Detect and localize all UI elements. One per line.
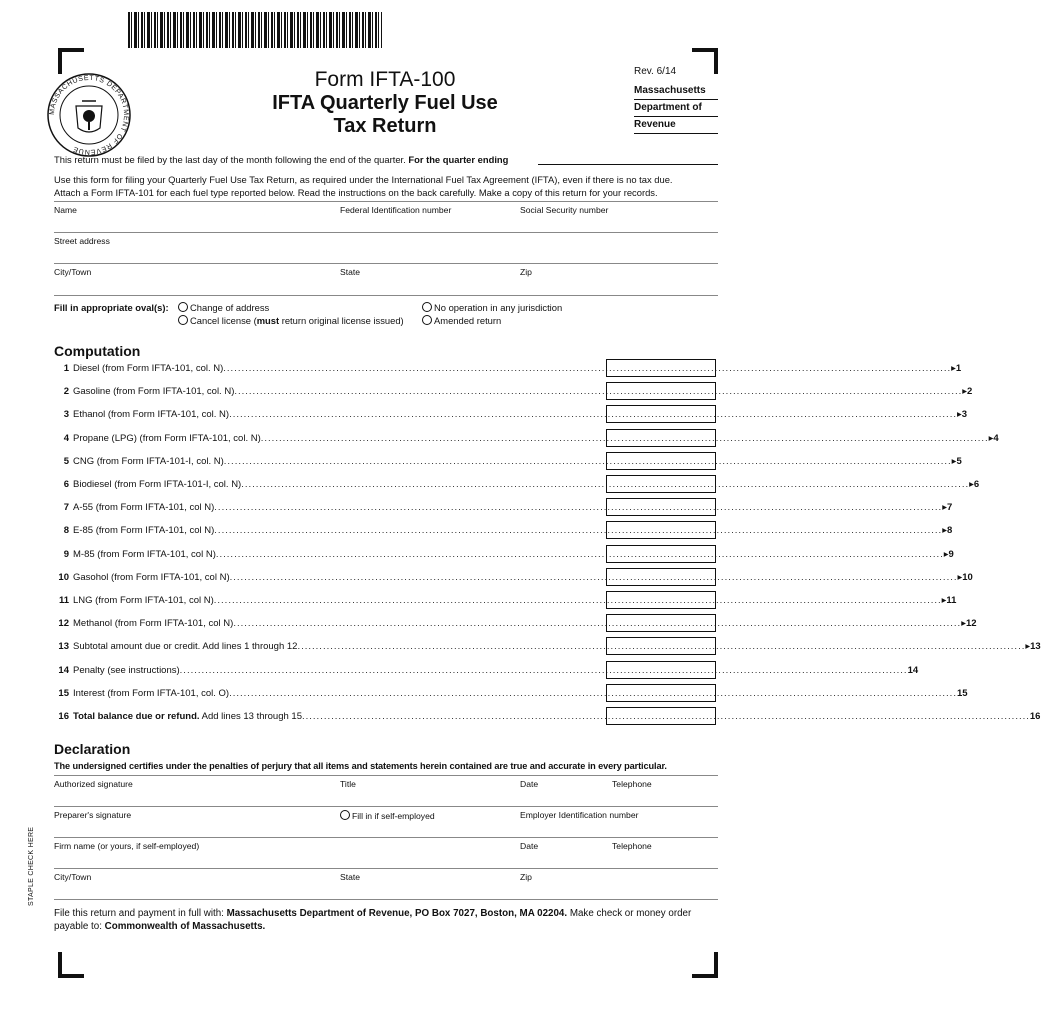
- crop-mark-top-left: [58, 48, 84, 74]
- title-label: Title: [340, 779, 356, 789]
- line-number: 3: [63, 408, 69, 420]
- line-marker: 15: [956, 687, 968, 699]
- barcode: [128, 12, 382, 48]
- leader-dots: ........................................................................................................................................................................................................: [297, 640, 1026, 652]
- amount-field-line-13[interactable]: [606, 637, 716, 655]
- line-label-text: Propane (LPG) (from Form IFTA-101, col. N): [73, 432, 261, 444]
- amount-field-line-16[interactable]: [606, 707, 716, 725]
- quarter-ending-field[interactable]: [538, 164, 718, 165]
- divider: [54, 868, 718, 869]
- computation-line-10: [54, 570, 973, 584]
- divider: [54, 806, 718, 807]
- crop-mark-bottom-right: [692, 952, 718, 978]
- preparer-city-label: City/Town: [54, 872, 92, 882]
- declaration-statement: The undersigned certifies under the penalties of perjury that all items and statements herein contained are true and accurate in every particular.: [54, 761, 667, 771]
- staple-note: STAPLE CHECK HERE: [28, 826, 35, 906]
- form-title-line1: IFTA Quarterly Fuel Use: [272, 92, 498, 114]
- computation-line-9: [54, 547, 954, 561]
- cancel-license-option[interactable]: [178, 315, 404, 327]
- amount-field-line-2[interactable]: [606, 382, 716, 400]
- no-operation-option[interactable]: [422, 302, 562, 314]
- leader-dots: ........................................................................................................................................................................................................: [214, 501, 943, 513]
- crop-mark-bottom-left: [58, 952, 84, 978]
- computation-line-8: [54, 523, 953, 537]
- file-address: Massachusetts Department of Revenue, PO Box 7027, Boston, MA 02204.: [226, 908, 568, 919]
- computation-line-11: [54, 593, 957, 607]
- computation-line-6: [54, 477, 980, 491]
- zip-label: Zip: [520, 267, 532, 277]
- amount-field-line-5[interactable]: [606, 452, 716, 470]
- line-marker: ▸7: [942, 501, 953, 513]
- authorized-signature-label: Authorized signature: [54, 779, 133, 789]
- amount-field-line-12[interactable]: [606, 614, 716, 632]
- self-employed-option[interactable]: [340, 810, 435, 821]
- amended-return-option[interactable]: [422, 315, 501, 327]
- firm-name-label: Firm name (or yours, if self-employed): [54, 841, 200, 851]
- state-seal-icon: [46, 72, 132, 158]
- file-instructions-line1: [54, 908, 718, 919]
- line-label-text: Gasohol (from Form IFTA-101, col N): [73, 571, 230, 583]
- line-label: [73, 363, 223, 374]
- change-address-option[interactable]: [178, 302, 269, 314]
- computation-line-12: [54, 616, 977, 630]
- line-label-text: E-85 (from Form IFTA-101, col N): [73, 524, 215, 536]
- amount-field-line-6[interactable]: [606, 475, 716, 493]
- self-employed-label: Fill in if self-employed: [352, 811, 435, 821]
- computation-line-5: [54, 454, 962, 468]
- line-label: [73, 595, 214, 606]
- line-label: [73, 572, 230, 583]
- line-marker: ▸10: [957, 571, 973, 583]
- file-instructions-line2: [54, 921, 265, 932]
- line-label: [73, 711, 302, 722]
- line-label-text: Biodiesel (from Form IFTA-101-I, col. N): [73, 478, 242, 490]
- form-title-line2: Tax Return: [333, 115, 437, 137]
- line-label-text: Subtotal amount due or credit. Add lines 1 through 12: [73, 640, 298, 652]
- name-field[interactable]: [54, 216, 718, 231]
- divider: [54, 899, 718, 900]
- name-label: Name: [54, 205, 77, 215]
- preparer-city-field[interactable]: [54, 883, 718, 898]
- preparer-signature-label: Preparer's signature: [54, 810, 132, 820]
- payable-pre: payable to:: [54, 921, 105, 932]
- quarter-label: For the quarter ending: [408, 154, 509, 165]
- computation-line-16: [54, 709, 1041, 723]
- leader-dots: ........................................................................................................................................................................................................: [229, 687, 957, 699]
- file-pre: File this return and payment in full with:: [54, 908, 227, 919]
- line-marker: ▸9: [943, 548, 954, 560]
- leader-dots: ........................................................................................................................................................................................................: [214, 524, 943, 536]
- amount-field-line-9[interactable]: [606, 545, 716, 563]
- line-number: 8: [63, 524, 69, 536]
- ssn-label: Social Security number: [520, 205, 609, 215]
- preparer-signature-field[interactable]: [54, 821, 718, 836]
- authorized-signature-field[interactable]: [54, 790, 718, 805]
- amount-field-line-3[interactable]: [606, 405, 716, 423]
- line-label-text: Penalty (see instructions): [73, 664, 180, 676]
- line-label-text: M-85 (from Form IFTA-101, col N): [73, 548, 216, 560]
- line-number: 9: [63, 548, 69, 560]
- preparer-date-label: Date: [520, 841, 539, 851]
- leader-dots: ........................................................................................................................................................................................................: [229, 408, 957, 420]
- change-address-label: Change of address: [190, 302, 270, 313]
- leader-dots: ........................................................................................................................................................................................................: [241, 478, 970, 490]
- agency-line3: Revenue: [634, 119, 718, 134]
- fein-label: Federal Identification number: [340, 205, 452, 215]
- telephone-label: Telephone: [612, 779, 652, 789]
- line-marker: ▸3: [956, 408, 968, 420]
- city-state-zip-field[interactable]: [54, 278, 718, 293]
- line-marker: ▸5: [951, 455, 962, 467]
- line-marker: ▸1: [951, 362, 962, 374]
- line-number: 10: [58, 571, 69, 583]
- oval-radio-icon[interactable]: [178, 315, 188, 325]
- line-label: [73, 665, 180, 676]
- leader-dots: ........................................................................................................................................................................................................: [233, 617, 962, 629]
- preparer-zip-label: Zip: [520, 872, 532, 882]
- line-label: [73, 479, 241, 490]
- amount-field-line-11[interactable]: [606, 591, 716, 609]
- oval-prompt: Fill in appropriate oval(s):: [54, 302, 169, 313]
- agency-line2: Department of: [634, 102, 718, 117]
- line-label: [73, 688, 229, 699]
- line-marker: ▸6: [969, 478, 980, 490]
- line-marker: 16: [1029, 710, 1041, 722]
- line-label: [73, 525, 214, 536]
- line-label-text: LNG (from Form IFTA-101, col N): [73, 594, 214, 606]
- cancel-license-must: must: [256, 315, 280, 326]
- divider: [54, 295, 718, 296]
- leader-dots: ........................................................................................................................................................................................................: [223, 455, 952, 467]
- oval-radio-icon[interactable]: [422, 302, 432, 312]
- line-number: 16: [58, 710, 69, 722]
- revision-date: Rev. 6/14: [634, 66, 677, 77]
- line-number: 14: [58, 664, 69, 676]
- line-label-text: Diesel (from Form IFTA-101, col. N): [73, 362, 224, 374]
- line-number: 15: [58, 687, 69, 699]
- amount-field-line-14[interactable]: [606, 661, 716, 679]
- line-label-text: Interest (from Form IFTA-101, col. O): [73, 687, 230, 699]
- line-label: [73, 433, 261, 444]
- leader-dots: ........................................................................................................................................................................................................: [260, 432, 989, 444]
- line-number: 4: [63, 432, 69, 444]
- seal-text: MASSACHUSETTS DEPARTMENT OF REVENUE: [48, 74, 130, 156]
- oval-radio-icon[interactable]: [178, 302, 188, 312]
- line-number: 7: [63, 501, 69, 513]
- preparer-state-label: State: [340, 872, 361, 882]
- instructions-line1: Use this form for filing your Quarterly Fuel Use Tax Return, as required under the International Fuel Tax Agreement (IFTA), even if there is no tax due.: [54, 174, 673, 185]
- amount-field-line-8[interactable]: [606, 521, 716, 539]
- computation-line-13: [54, 639, 1041, 653]
- amount-field-line-15[interactable]: [606, 684, 716, 702]
- street-label: Street address: [54, 236, 110, 246]
- line-marker: ▸11: [941, 594, 957, 606]
- computation-line-2: [54, 384, 973, 398]
- amount-field-line-7[interactable]: [606, 498, 716, 516]
- line-label-text: A-55 (from Form IFTA-101, col N): [73, 501, 215, 513]
- divider: [54, 837, 718, 838]
- instructions-line2: Attach a Form IFTA-101 for each fuel type reported below. Read the instructions on the back carefully. Make a copy of this return for your records.: [54, 187, 658, 198]
- divider: [54, 201, 718, 202]
- state-label: State: [340, 267, 361, 277]
- leader-dots: ........................................................................................................................................................................................................: [302, 710, 1030, 722]
- amount-field-line-4[interactable]: [606, 429, 716, 447]
- filing-deadline-text: This return must be filed by the last day of the month following the end of the quarter.: [54, 154, 406, 165]
- line-marker: ▸13: [1025, 640, 1041, 652]
- line-marker: ▸8: [942, 524, 953, 536]
- preparer-telephone-label: Telephone: [612, 841, 652, 851]
- leader-dots: ........................................................................................................................................................................................................: [213, 594, 942, 606]
- line-label-text: Gasoline (from Form IFTA-101, col. N): [73, 385, 235, 397]
- city-label: City/Town: [54, 267, 92, 277]
- divider: [54, 232, 718, 233]
- leader-dots: ........................................................................................................................................................................................................: [234, 385, 963, 397]
- line-number: 11: [58, 594, 69, 606]
- computation-line-4: [54, 431, 999, 445]
- line-marker: ▸4: [988, 432, 999, 444]
- payable-name: Commonwealth of Massachusetts.: [104, 921, 266, 932]
- date-label: Date: [520, 779, 539, 789]
- file-post: Make check or money order: [567, 908, 692, 919]
- computation-line-7: [54, 500, 953, 514]
- line-number: 6: [63, 478, 69, 490]
- amended-return-label: Amended return: [434, 315, 502, 326]
- agency-line1: Massachusetts: [634, 85, 718, 100]
- line-label: [73, 641, 297, 652]
- computation-line-15: [54, 686, 968, 700]
- cancel-license-label-post: return original license issued): [279, 315, 404, 326]
- line-label-text: Methanol (from Form IFTA-101, col N): [73, 617, 234, 629]
- oval-radio-icon[interactable]: [422, 315, 432, 325]
- leader-dots: ........................................................................................................................................................................................................: [223, 362, 952, 374]
- computation-line-3: [54, 407, 968, 421]
- line-number: 5: [63, 455, 69, 467]
- line-label: [73, 502, 214, 513]
- line-label-bold: Total balance due or refund.: [73, 710, 200, 722]
- firm-name-field[interactable]: [54, 852, 718, 867]
- leader-dots: ........................................................................................................................................................................................................: [215, 548, 944, 560]
- line-marker: ▸12: [961, 617, 977, 629]
- line-number: 12: [58, 617, 69, 629]
- line-label: [73, 456, 224, 467]
- line-label: [73, 386, 234, 397]
- computation-line-1: [54, 361, 962, 375]
- cancel-license-label-pre: Cancel license (: [190, 315, 257, 326]
- line-label: [73, 409, 229, 420]
- ein-label: Employer Identification number: [520, 810, 639, 820]
- amount-field-line-1[interactable]: [606, 359, 716, 377]
- declaration-heading: Declaration: [54, 741, 131, 757]
- leader-dots: ........................................................................................................................................................................................................: [229, 571, 958, 583]
- leader-dots: ........................................................................................................................................................................................................: [179, 664, 908, 676]
- line-label-text: Add lines 13 through 15: [201, 710, 302, 722]
- street-field[interactable]: [54, 247, 718, 262]
- title-block: [250, 68, 520, 138]
- line-number: 2: [63, 385, 69, 397]
- line-label: [73, 549, 216, 560]
- line-marker: ▸2: [962, 385, 973, 397]
- line-label: [73, 618, 233, 629]
- oval-radio-icon[interactable]: [340, 810, 350, 820]
- no-operation-label: No operation in any jurisdiction: [434, 302, 563, 313]
- line-number: 13: [58, 640, 69, 652]
- line-label-text: Ethanol (from Form IFTA-101, col. N): [73, 408, 230, 420]
- divider: [54, 263, 718, 264]
- divider: [54, 775, 718, 776]
- crop-mark-top-right: [692, 48, 718, 74]
- line-number: 1: [63, 362, 69, 374]
- line-label-text: CNG (from Form IFTA-101-I, col. N): [73, 455, 224, 467]
- computation-line-14: [54, 663, 919, 677]
- form-number: Form IFTA-100: [314, 68, 456, 91]
- computation-heading: Computation: [54, 343, 141, 359]
- amount-field-line-10[interactable]: [606, 568, 716, 586]
- line-marker: 14: [907, 664, 919, 676]
